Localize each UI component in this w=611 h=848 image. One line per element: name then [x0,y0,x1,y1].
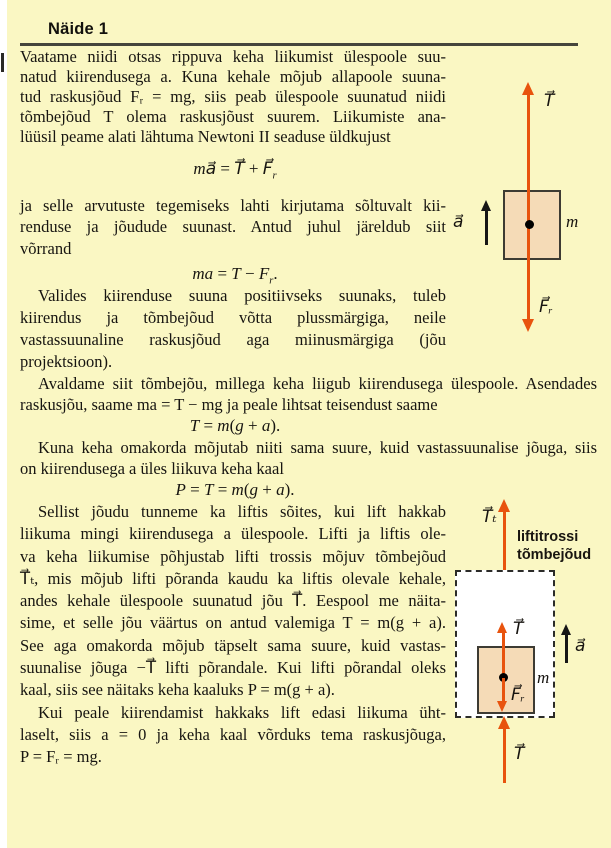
equation-weight [20,479,450,501]
equation-segment: − [240,264,259,283]
equation-segment: r [269,275,274,287]
text-line: Kui peale kiirendamist hakkaks lift edasi liikuma üht- [38,703,446,722]
text-line: renduse ja jõudude suunast. Antud juhul järeldub siit [20,217,446,237]
paragraph-4 [20,373,597,415]
text-line: kiirendus ja tõmbejõud võtta plussmärgiga, neile [20,308,446,327]
tension-arrow [502,633,505,678]
acceleration-label: a⃗ [453,212,464,231]
text-line: natud kiirendusega a. Kuna kehale mõjub allapoole suuna- [20,67,446,86]
equation-segment: ). [270,416,281,435]
equation-segment: a [276,480,285,499]
paragraph-7 [20,702,446,768]
equation-segment: g [235,416,244,435]
paragraph-2 [20,195,446,259]
text-line: projektsioon). [20,352,113,371]
tension-arrowhead-icon [497,622,507,633]
text-line: Kuna keha omakorda mõjutab niiti sama suure, kuid vastassuunalise jõuga, siis [38,438,597,457]
title-rule [20,43,578,46]
rope-tension-label: T⃗ₜ [482,507,497,526]
text-line: on kiirendusega a üles liikuva keha kaal [20,459,284,478]
text-line: laselt, siis a = 0 ja keha kaal võrduks tema raskusjõuga, [20,725,446,744]
paragraph-5 [20,437,597,479]
rope-caption-line2: tõmbejõud [517,547,592,563]
equation-segment: r [272,170,277,182]
equation-segment: T [189,416,200,435]
floor-tension-arrowhead-icon [498,716,510,729]
text-line: Avaldame siit tõmbejõu, millega keha liigub kiirendusega ülespoole. Asendades [38,374,597,393]
rope-caption-line1: liftitrossi [517,529,579,545]
text-line: liikuma mingi kiirendusega a ülespoole. Lifti ja liftis ole- [20,524,446,544]
center-of-mass-dot [525,220,534,229]
equation-segment: a [261,416,271,435]
mass-label: m [537,668,550,687]
equation-segment: ma [192,264,214,283]
text-line: P = Fᵣ = mg. [20,747,102,766]
equation-segment: T [231,264,241,283]
equation-segment: + [244,159,263,178]
equation-segment: ( [243,480,250,499]
equation-segment: m [231,480,244,499]
gravity-arrowhead-icon [522,319,534,332]
text-line: tud raskusjõud Fᵣ = mg, siis peab ülespoole suunatud niidi [20,87,446,106]
text-line: Sellist jõudu tunneme ka liftis sõites, kui lift hakkab [38,502,446,521]
equation-segment: = [213,264,232,283]
equation-newton-second-law [20,158,450,180]
equation-segment: m [217,416,230,435]
tension-arrowhead-icon [522,82,534,95]
text-line: kaal, siis see näitaks keha kaaluks P = m(g + a). [20,680,335,700]
text-line: T⃗ₜ, mis mõjub lifti põranda kaudu ka liftis olevale kehale, [20,568,446,588]
equation-segment: ma⃗ [193,159,217,178]
text-line: andes kehale ülespoole suunatud jõu T⃗. Eespool me näita- [20,591,446,611]
equation-segment: P [175,480,186,499]
equation-segment: ( [229,416,236,435]
equation-segment: = [185,480,204,499]
text-line: ja selle arvutuste tegemiseks lahti kirjutama sõltuvalt kii- [20,196,446,215]
equation-tension [20,415,450,437]
text-line: suunalise jõuga −T⃗ lifti põrandale. Kui lifti põrandal oleks [20,658,446,678]
text-line: võrrand [20,238,72,258]
equation-segment: + [257,480,277,499]
text-line: lüüsil peame alati lähtuma Newtoni II seaduse üldkujust [20,127,391,146]
paragraph-6 [20,501,446,702]
equation-segment: = [216,159,235,178]
equation-segment: T [203,480,214,499]
equation-segment: T⃗ [234,159,245,178]
acceleration-arrowhead-icon [561,624,571,635]
text-line: sime, et selle jõu väärtus on antud valemiga T = m(g + a). [20,613,446,633]
rope-tension-arrow [503,511,506,570]
acceleration-label: a⃗ [575,636,586,655]
paragraph-3 [20,285,446,373]
text-line: raskusjõu, saame ma = T − mg ja peale lihtsat teisendust saame [20,395,438,414]
equation-segment: F [258,264,270,283]
equation-segment: ). [284,480,295,499]
floor-tension-label: T⃗ [514,744,525,763]
equation-segment: = [213,480,232,499]
text-line: va keha liikumise põhjustab lifti trossis mõjuv tõmbejõud [20,546,446,566]
equation-segment: g [249,480,258,499]
gravity-arrow [502,678,505,702]
text-line: Vaatame niidi otsas rippuva keha liikumist ülespoole suu- [20,47,446,66]
paragraph-1 [20,47,446,147]
equation-segment: . [273,264,278,283]
scan-artifact-mark [1,53,4,72]
page-left-margin [0,0,7,848]
tension-label: T⃗ [513,619,524,638]
gravity-arrowhead-icon [497,701,507,712]
text-line: Valides kiirenduse suuna positiivseks suunaks, tuleb [38,286,446,305]
force-line [527,95,530,319]
rope-tension-arrowhead-icon [498,499,510,512]
example-title: Näide 1 [48,20,109,38]
equation-segment: = [199,416,218,435]
gravity-label: F⃗ᵣ [511,685,525,704]
floor-tension-arrow [503,728,506,783]
acceleration-arrow [565,634,568,663]
acceleration-arrowhead-icon [481,200,491,211]
mass-label: m [566,212,579,231]
tension-label: T⃗ [544,91,555,110]
text-line: vastassuunaline raskusjõud aga miinusmärgiga (jõu [20,330,446,349]
equation-scalar-form [20,263,450,285]
gravity-label: F⃗ᵣ [539,297,553,316]
text-line: tõmbejõud T olema raskusjõust suurem. Liikumiste ana- [20,107,446,126]
acceleration-arrow [485,210,488,245]
equation-segment: F⃗ [262,159,273,178]
equation-segment: + [243,416,262,435]
text-line: See aga omakorda mõjub täpselt sama suure, kuid vastas- [20,635,446,655]
